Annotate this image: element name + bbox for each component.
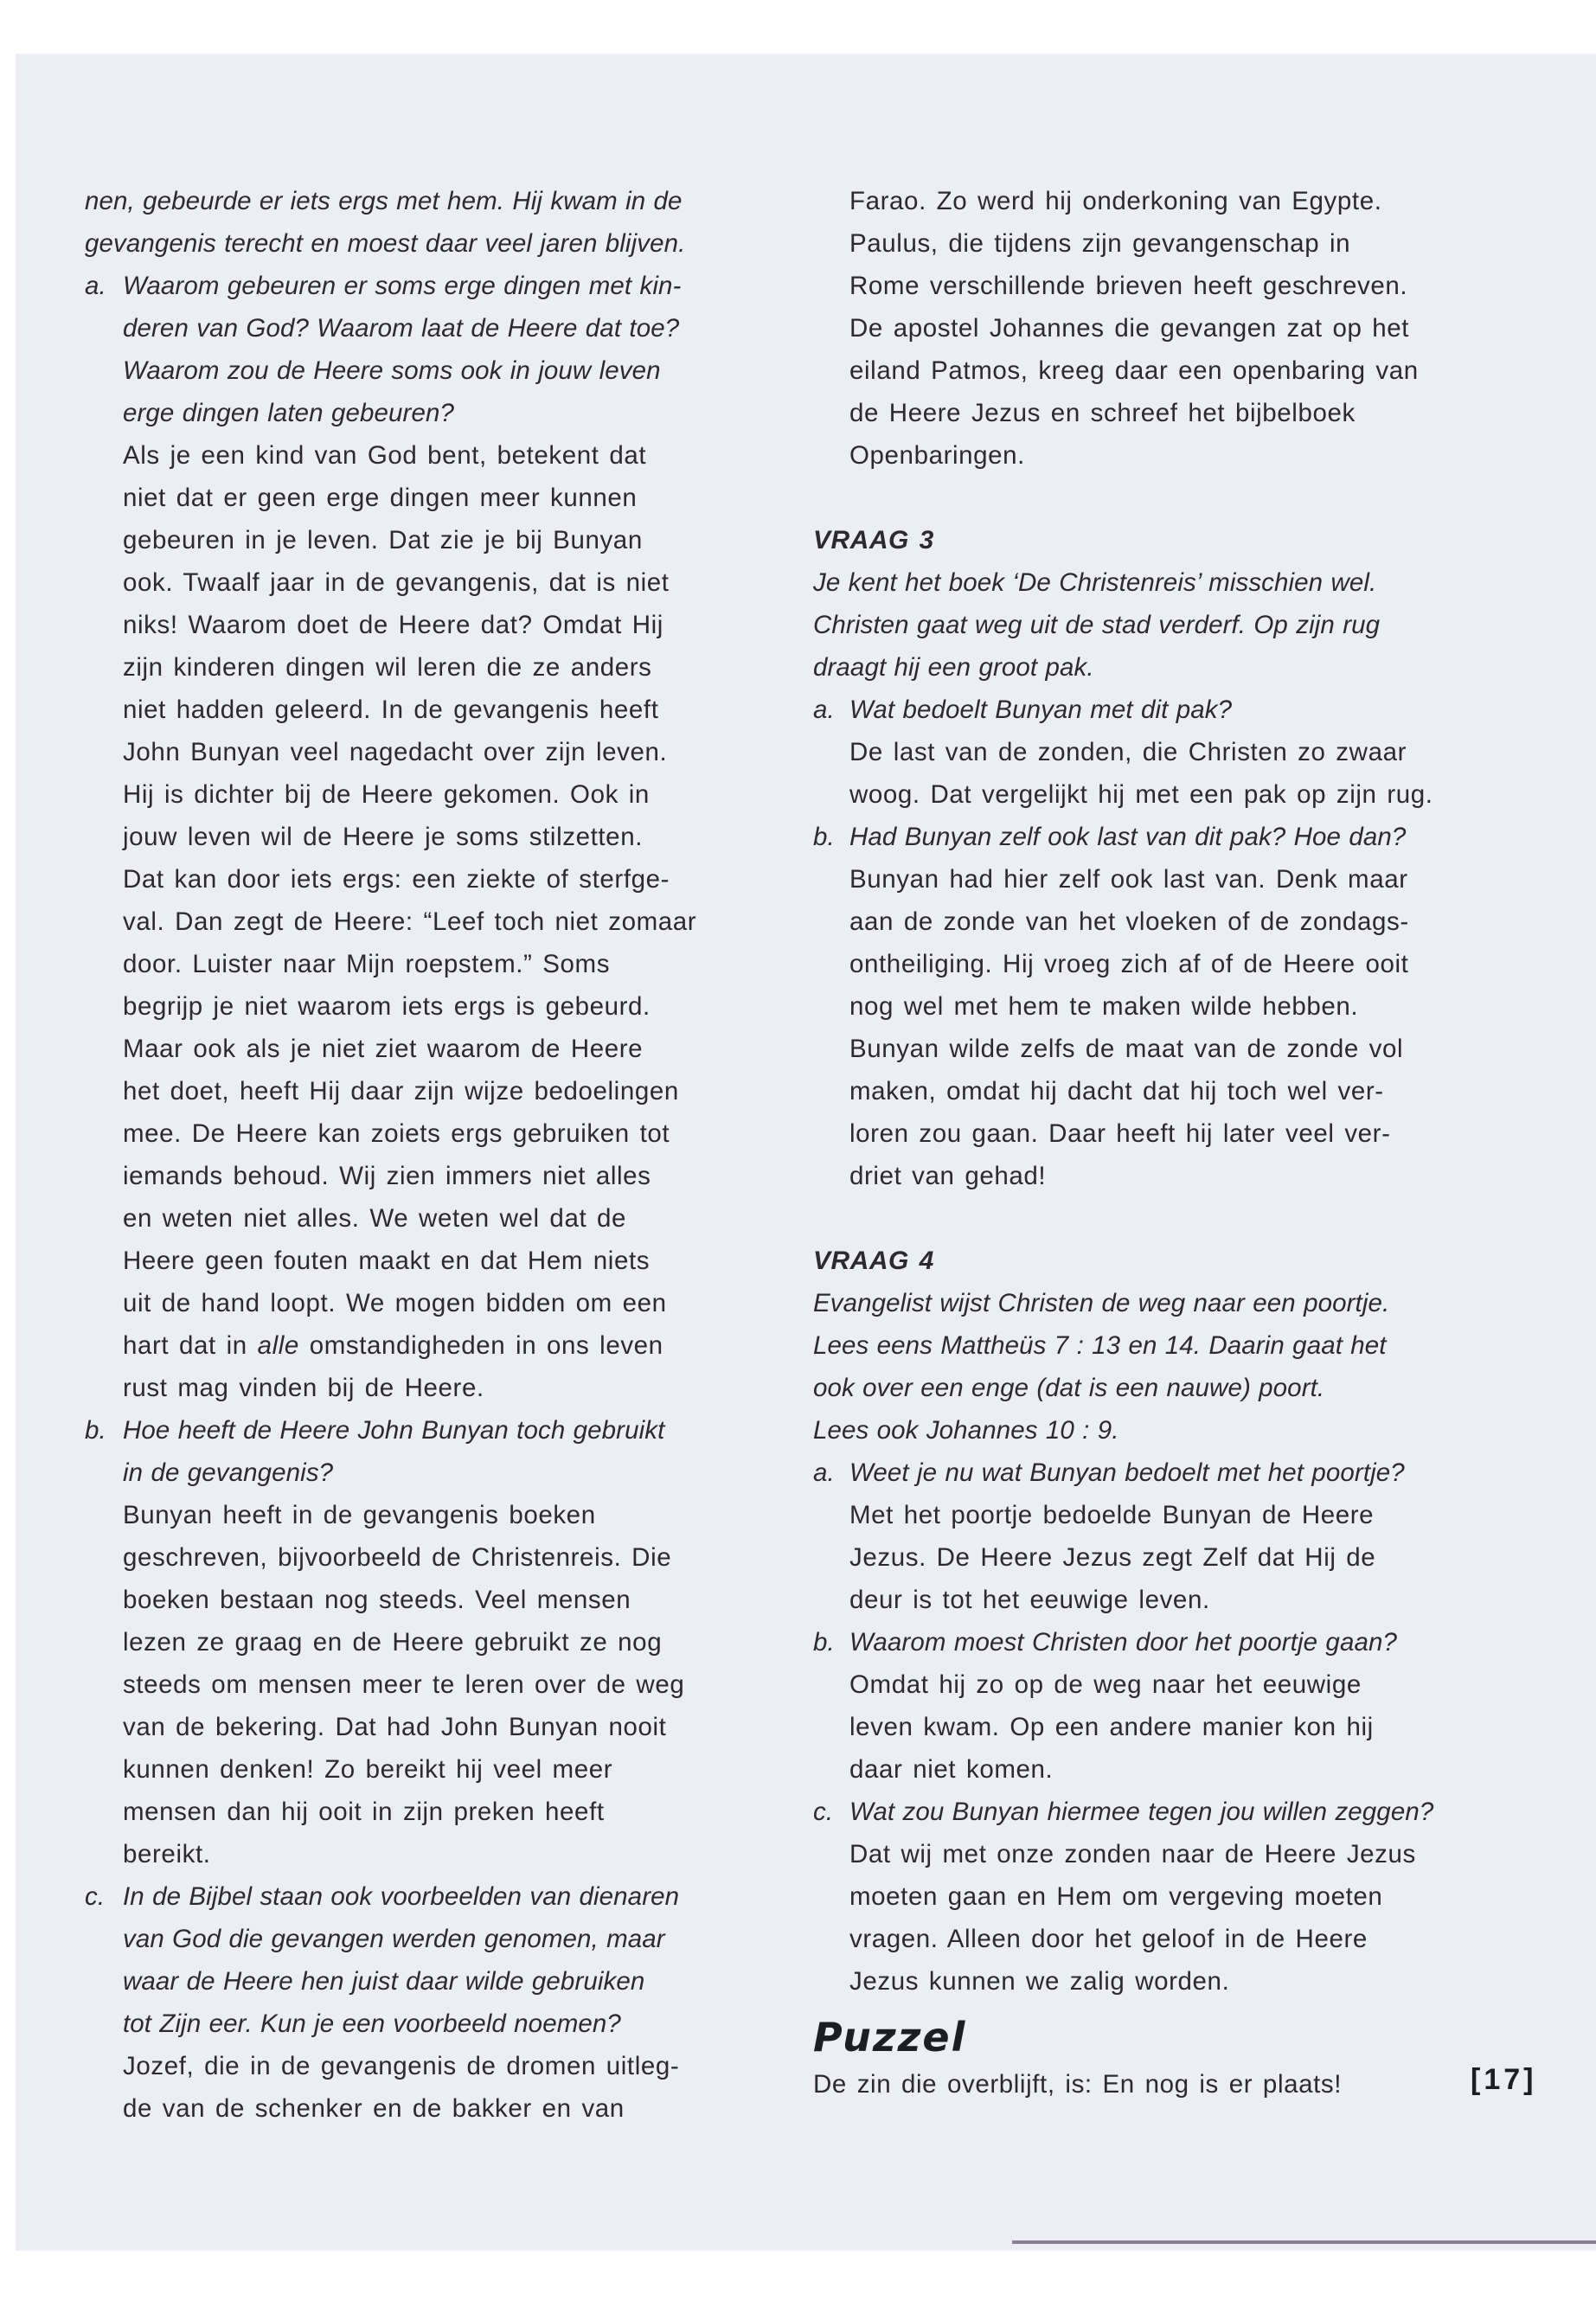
vraag3-answer-b-line: Bunyan wilde zelfs de maat van de zonde vol: [849, 1035, 1404, 1063]
answer-c-line: Jozef, die in de gevangenis de dromen uitleg-: [123, 2052, 680, 2080]
vraag4-intro-line: ook over een enge (dat is een nauwe) poort.: [813, 1374, 1325, 1402]
answer-a-line: iemands behoud. Wij zien immers niet alles: [123, 1162, 651, 1190]
answer-a-line: zijn kinderen dingen wil leren die ze anders: [123, 653, 652, 682]
answer-b-line: boeken bestaan nog steeds. Veel mensen: [123, 1586, 631, 1614]
question-c-line: [85, 1875, 751, 1918]
vraag3-intro-line: draagt hij een groot pak.: [813, 653, 1094, 682]
vraag4-answer-b-line: Omdat hij zo op de weg naar het eeuwige: [849, 1670, 1362, 1699]
question-c-line: tot Zijn eer. Kun je een voorbeeld noemen?: [123, 2009, 621, 2038]
vraag4-answer-a-line: Met het poortje bedoelde Bunyan de Heere: [849, 1501, 1375, 1529]
answer-a-line: door. Luister naar Mijn roepstem.” Soms: [123, 950, 611, 978]
bottom-edge-line: [1012, 2240, 1596, 2244]
question-text: Hoe heeft de Heere John Bunyan toch gebruikt: [123, 1416, 665, 1445]
vraag4-answer-c-line: Dat wij met onze zonden naar de Heere Jezus: [849, 1840, 1416, 1868]
item-marker-a: a.: [85, 272, 106, 300]
answer-a-line: begrijp je niet waarom iets ergs is gebeurd.: [123, 992, 651, 1021]
vraag4-intro-line: Lees eens Mattheüs 7 : 13 en 14. Daarin gaat het: [813, 1331, 1387, 1360]
answer-b-line: mensen dan hij ooit in zijn preken heeft: [123, 1798, 605, 1826]
vraag4-answer-c-line: Jezus kunnen we zalig worden.: [849, 1967, 1230, 1996]
item-marker-c: c.: [813, 1798, 834, 1826]
item-marker-b: b.: [813, 1628, 835, 1657]
item-marker-a: a.: [813, 1458, 835, 1487]
answer-b-line: geschreven, bijvoorbeeld de Christenreis. Die: [123, 1543, 672, 1572]
continuation-line: Paulus, die tijdens zijn gevangenschap in: [849, 229, 1351, 258]
continuation-line: eiland Patmos, kreeg daar een openbaring van: [849, 356, 1419, 385]
answer-a-line: niet hadden geleerd. In de gevangenis heeft: [123, 695, 659, 724]
answer-b-line: lezen ze graag en de Heere gebruikt ze nog: [123, 1628, 663, 1657]
text-run: hart dat in: [123, 1331, 258, 1360]
vraag3-intro-line: Christen gaat weg uit de stad verderf. Op zijn rug: [813, 611, 1381, 639]
answer-b-line: van de bekering. Dat had John Bunyan nooit: [123, 1713, 667, 1741]
puzzel-title: Puzzel: [813, 2014, 967, 2061]
answer-a-line: Hij is dichter bij de Heere gekomen. Ook in: [123, 780, 650, 809]
continuation-line: Openbaringen.: [849, 441, 1025, 470]
intro-line: gevangenis terecht en moest daar veel jaren blijven.: [85, 229, 686, 258]
vraag4-answer-c-line: vragen. Alleen door het geloof in de Heere: [849, 1925, 1368, 1953]
answer-a-line: jouw leven wil de Heere je soms stilzetten.: [123, 823, 643, 851]
answer-a-line: Als je een kind van God bent, betekent dat: [123, 441, 647, 470]
answer-a-line: het doet, heeft Hij daar zijn wijze bedoelingen: [123, 1077, 679, 1106]
vraag3-answer-a-line: woog. Dat vergelijkt hij met een pak op zijn rug.: [849, 780, 1433, 809]
question-a-line: [85, 265, 751, 307]
page-number: [17]: [1471, 2063, 1537, 2096]
continuation-line: Rome verschillende brieven heeft geschreven.: [849, 272, 1408, 300]
answer-a-line: niks! Waarom doet de Heere dat? Omdat Hij: [123, 611, 663, 639]
answer-b-line: steeds om mensen meer te leren over de weg: [123, 1670, 685, 1699]
item-marker-b: b.: [813, 823, 835, 851]
vraag4-question-c: [813, 1791, 1471, 1833]
answer-a-line: Maar ook als je niet ziet waarom de Heere: [123, 1035, 644, 1063]
continuation-line: Farao. Zo werd hij onderkoning van Egypte.: [849, 187, 1382, 215]
right-column: [813, 180, 1471, 2106]
question-text: Weet je nu wat Bunyan bedoelt met het poortje?: [849, 1458, 1405, 1487]
vraag4-intro-line: Lees ook Johannes 10 : 9.: [813, 1416, 1119, 1445]
answer-a-line: rust mag vinden bij de Heere.: [123, 1374, 484, 1402]
vraag4-question-a: [813, 1452, 1471, 1494]
vraag3-answer-b-line: nog wel met hem te maken wilde hebben.: [849, 992, 1359, 1021]
vraag4-answer-b-line: daar niet komen.: [849, 1755, 1054, 1784]
answer-a-line: val. Dan zegt de Heere: “Leef toch niet zomaar: [123, 907, 697, 936]
text-run: omstandigheden in ons leven: [298, 1331, 663, 1360]
question-c-line: van God die gevangen werden genomen, maar: [123, 1925, 665, 1953]
vraag4-answer-c-line: moeten gaan en Hem om vergeving moeten: [849, 1882, 1383, 1911]
intro-line: nen, gebeurde er iets ergs met hem. Hij kwam in de: [85, 187, 683, 215]
question-a-line: Waarom zou de Heere soms ook in jouw leven: [123, 356, 661, 385]
answer-a-line: ook. Twaalf jaar in de gevangenis, dat is niet: [123, 568, 670, 597]
question-b-line: in de gevangenis?: [123, 1458, 334, 1487]
answer-a-line: uit de hand loopt. We mogen bidden om een: [123, 1289, 667, 1317]
question-text: In de Bijbel staan ook voorbeelden van dienaren: [123, 1882, 680, 1911]
vraag3-answer-b-line: aan de zonde van het vloeken of de zondags-: [849, 907, 1409, 936]
spacer: [813, 1197, 1471, 1240]
answer-a-line: Heere geen fouten maakt en dat Hem niets: [123, 1247, 651, 1275]
question-text: Waarom gebeuren er soms erge dingen met kin-: [123, 272, 682, 300]
vraag4-question-b: [813, 1621, 1471, 1663]
item-marker-c: c.: [85, 1882, 106, 1911]
question-a-line: deren van God? Waarom laat de Heere dat toe?: [123, 314, 680, 343]
vraag4-answer-a-line: deur is tot het eeuwige leven.: [849, 1586, 1210, 1614]
answer-a-line: niet dat er geen erge dingen meer kunnen: [123, 484, 638, 512]
answer-a-line: mee. De Heere kan zoiets ergs gebruiken tot: [123, 1119, 670, 1148]
scan-margin: [0, 2251, 1596, 2301]
left-column: [85, 180, 751, 2130]
answer-a-line: John Bunyan veel nagedacht over zijn leven.: [123, 738, 668, 766]
item-marker-b: b.: [85, 1416, 106, 1445]
vraag3-answer-a-line: De last van de zonden, die Christen zo zwaar: [849, 738, 1407, 766]
answer-c-line: de van de schenker en de bakker en van: [123, 2094, 625, 2123]
emphasized-word: alle: [257, 1331, 299, 1360]
answer-a-line: en weten niet alles. We weten wel dat de: [123, 1204, 627, 1233]
vraag3-answer-b-line: driet van gehad!: [849, 1162, 1047, 1190]
vraag3-answer-b-line: Bunyan had hier zelf ook last van. Denk maar: [849, 865, 1408, 894]
question-c-line: waar de Heere hen juist daar wilde gebruiken: [123, 1967, 645, 1996]
answer-a-line-emphasis: [85, 1324, 751, 1367]
puzzel-text: De zin die overblijft, is: En nog is er plaats!: [813, 2070, 1343, 2099]
question-text: Waarom moest Christen door het poortje gaan?: [849, 1628, 1397, 1657]
answer-a-line: gebeuren in je leven. Dat zie je bij Bunyan: [123, 526, 643, 554]
question-text: Had Bunyan zelf ook last van dit pak? Hoe dan?: [849, 823, 1407, 851]
continuation-line: de Heere Jezus en schreef het bijbelboek: [849, 399, 1356, 427]
vraag3-intro-line: Je kent het boek ‘De Christenreis’ misschien wel.: [813, 568, 1377, 597]
vraag3-heading: VRAAG 3: [813, 526, 934, 554]
question-a-line: erge dingen laten gebeuren?: [123, 399, 454, 427]
spacer: [813, 477, 1471, 519]
vraag3-answer-b-line: maken, omdat hij dacht dat hij toch wel ver-: [849, 1077, 1384, 1106]
answer-b-line: bereikt.: [123, 1840, 211, 1868]
question-b-line: [85, 1409, 751, 1452]
item-marker-a: a.: [813, 695, 835, 724]
vraag3-answer-b-line: loren zou gaan. Daar heeft hij later veel ver-: [849, 1119, 1391, 1148]
vraag4-intro-line: Evangelist wijst Christen de weg naar een poortje.: [813, 1289, 1390, 1317]
vraag4-answer-a-line: Jezus. De Heere Jezus zegt Zelf dat Hij de: [849, 1543, 1376, 1572]
answer-a-line: Dat kan door iets ergs: een ziekte of sterfge-: [123, 865, 670, 894]
answer-b-line: Bunyan heeft in de gevangenis boeken: [123, 1501, 596, 1529]
vraag3-answer-b-line: ontheiliging. Hij vroeg zich af of de Heere ooit: [849, 950, 1409, 978]
continuation-line: De apostel Johannes die gevangen zat op het: [849, 314, 1410, 343]
answer-b-line: kunnen denken! Zo bereikt hij veel meer: [123, 1755, 613, 1784]
vraag4-heading: VRAAG 4: [813, 1247, 934, 1275]
vraag3-question-a: [813, 689, 1471, 731]
question-text: Wat zou Bunyan hiermee tegen jou willen zeggen?: [849, 1798, 1434, 1826]
vraag3-question-b: [813, 816, 1471, 858]
vraag4-answer-b-line: leven kwam. Op een andere manier kon hij: [849, 1713, 1374, 1741]
question-text: Wat bedoelt Bunyan met dit pak?: [849, 695, 1233, 724]
